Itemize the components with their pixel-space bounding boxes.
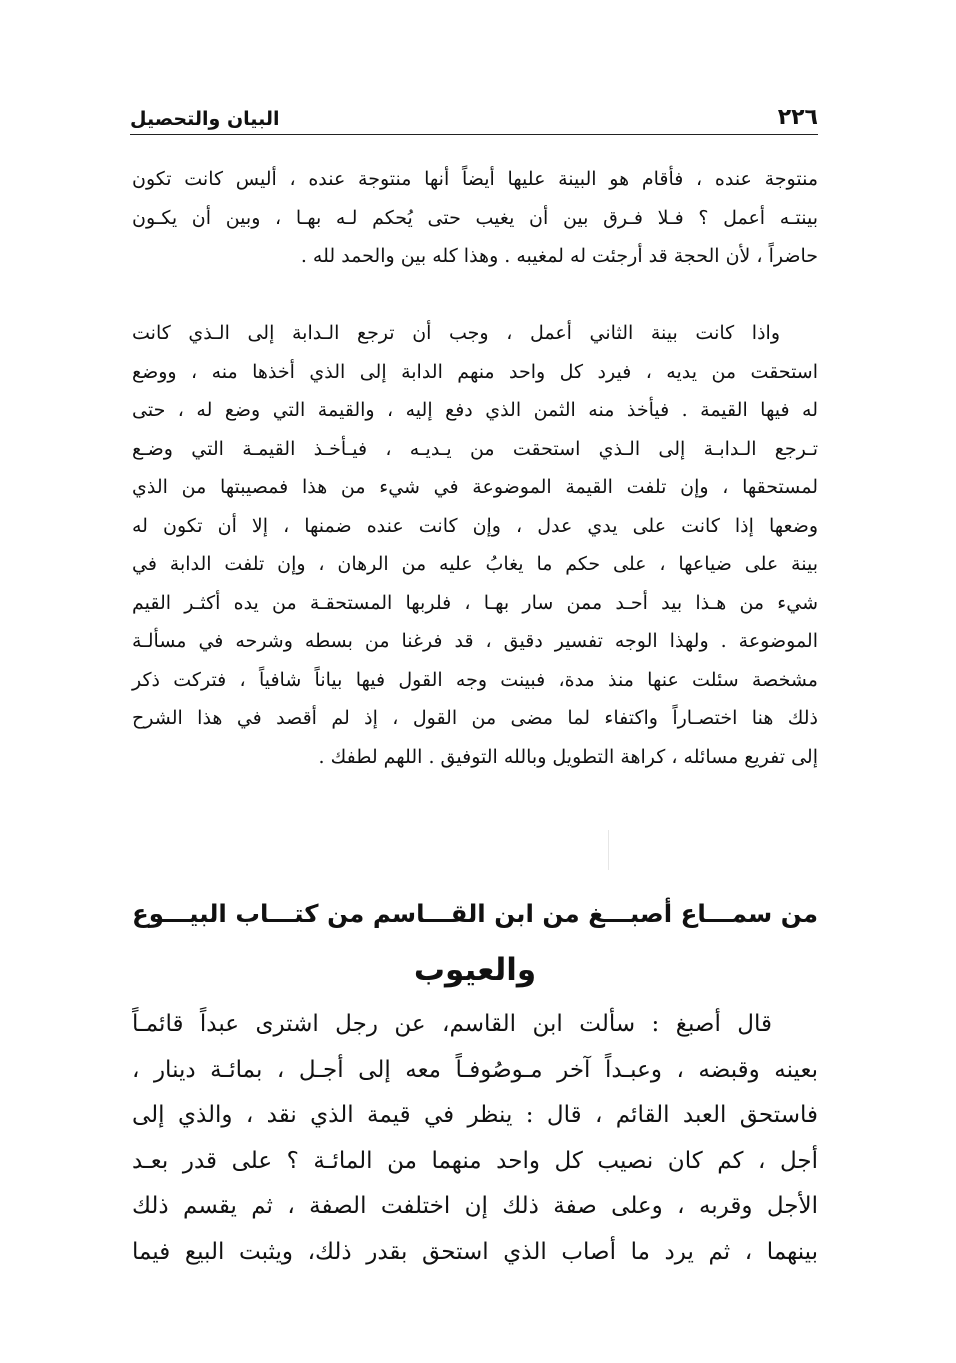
paragraph-2 (132, 314, 818, 776)
running-title: البيان والتحصيل (130, 108, 280, 130)
text-line: لمستحقها ، وإن تلفت القيمة الموضوعة في شيء من هذا فمصيبتها من الذي (132, 476, 818, 498)
header-rule (130, 134, 818, 135)
text-line: واذا كانت بينة الثاني أعمل ، وجب أن ترجع الـدابة إلى الـذي كانت (132, 322, 780, 344)
text-line: بينهما ، ثم يرد ما أصاب الذي استحق بقدر ذلك، ويثبت البيع فيما (132, 1238, 818, 1265)
text-line: بينتـه أعمل ؟ فـلا فـرق بين أن يغيب حتى يُحكم لـه بهـا ، وبين أن يكـون (132, 206, 818, 229)
page-header (130, 96, 818, 130)
section-heading (132, 886, 818, 998)
section-heading-line-1: من سمـــاع أصبـــغ من ابن القـــاسم من كتـــاب البيـــوع (132, 899, 818, 928)
paragraph-1 (132, 160, 818, 276)
text-line: إلى تفريع مسائله ، كراهة التطويل وبالله التوفيق . اللهم لطفك . (318, 745, 818, 768)
paragraph-3 (132, 1002, 818, 1275)
scan-artifact (608, 830, 609, 870)
text-line: تـرجع الـدابـة إلى الـذي استحقت من يـديـه ، فيـأخـذ القيمـة التي وضـع (132, 437, 818, 460)
text-line: بينة على ضياعها ، على حكم ما يغابُ عليه من الرهان ، وإن تلفت الدابة في (132, 553, 818, 575)
text-line: بعينه وقبضه ، وعبـداً آخر مـوصُوفـاً معه إلى أجـل ، بمائـة دينار ، (132, 1056, 818, 1083)
text-line: منتوجة عنده ، فأقام هو البينة عليها أيضاً أنها منتوجة عنده ، أليس كانت تكون (132, 168, 818, 190)
text-line: أجل ، كم كان نصيب كل واحد منهما من المائـة ؟ على قدر بعـد (132, 1147, 818, 1174)
section-heading-line-2: والعيوب (413, 952, 537, 988)
text-line: قال أصبغ : سألت ابن القاسم، عن رجل اشترى عبداً قائمـاً (132, 1011, 772, 1037)
text-line: الموضوعة . ولهذا الوجه تفسير دقيق ، قد فرغنا من بسطه وشرحه في مسألـة (132, 630, 818, 652)
text-line: شيء من هـذا بيد أحـد ممن سار بهـا ، فلربها المستحقـة من يده أكثـر القيم (132, 591, 818, 614)
text-line: له فيها القيمة . فيأخذ منه الثمن الذي دفع إليه ، والقيمة التي وضع له ، حتى (132, 399, 818, 421)
text-line: استحقت من يديه ، فيرد كل واحد منهم الدابة إلى الذي أخذها منه ، ووضع (132, 360, 818, 383)
text-line: الأجل وقربه ، وعلى صفة ذلك إن اختلفت الصفة ، ثم يقسم ذلك (132, 1193, 818, 1219)
text-line: مشخصة سئلت عنها منذ مدة، فبينت وجه القول فيها بياناً شافياً ، فتركت ذكر (132, 668, 818, 691)
text-line: فاستحق العبد القائم ، قال : ينظر في قيمة الذي نقد ، والذي إلى (132, 1102, 818, 1128)
text-line: وضعها إذا كانت على يدي عدل ، وإن كانت عنده ضمنها ، إلا أن تكون له (132, 514, 818, 537)
text-line: حاضراً ، لأن الحجة قد أرجئت له لمغيبه . وهذا كله بين والحمد لله . (300, 245, 818, 267)
text-line: ذلك هنا اختصـاراً واكتفاء لما مضى من القول ، إذ لم أقصد في هذا الشرح (132, 707, 818, 729)
page-number: ٢٢٦ (777, 105, 818, 130)
